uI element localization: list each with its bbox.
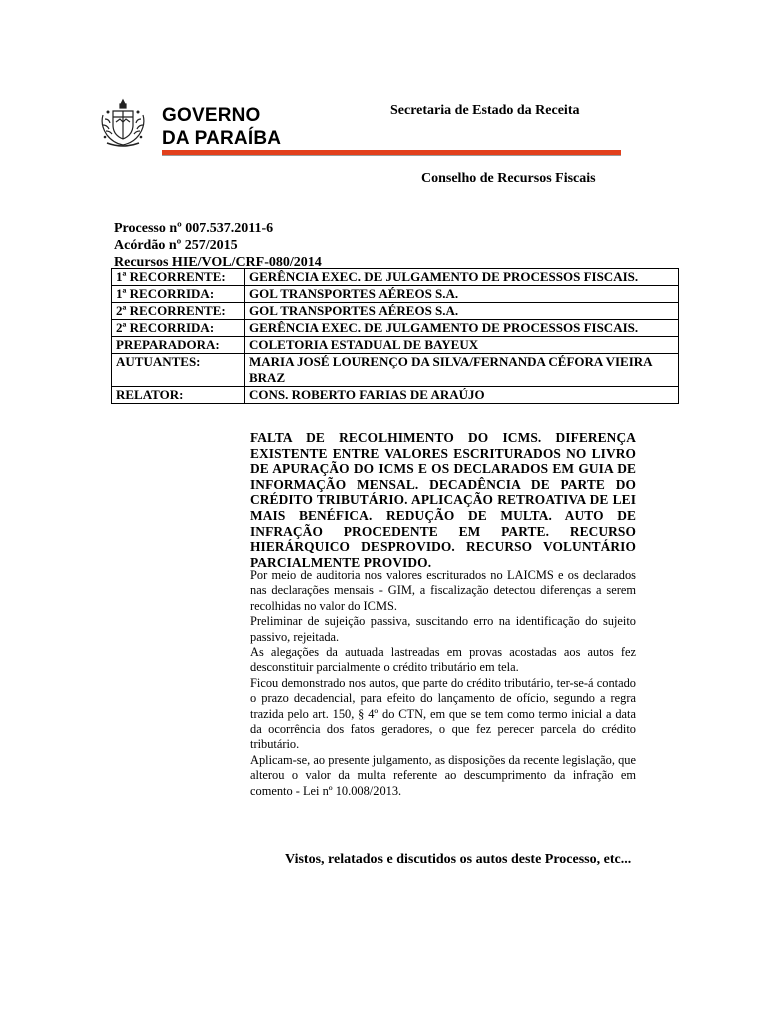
paragraph: Aplicam-se, ao presente julgamento, as disposições da recente legislação, que alterou o valor da multa referente ao descumprimento da infração em comento - Lei nº 10.008/2013. [250, 752, 636, 798]
closing-statement: Vistos, relatados e discutidos os autos deste Processo, etc... [285, 852, 632, 867]
gov-line-2: DA PARAÍBA [162, 128, 282, 149]
paragraph: Por meio de auditoria nos valores escriturados no LAICMS e os declarados nas declarações mensais - GIM, a fiscalização detectou diferenças a serem recolhidas no valor do ICMS. [250, 568, 636, 613]
table-row [112, 303, 679, 320]
party-name: GOL TRANSPORTES AÉREOS S.A. [245, 286, 679, 303]
table-row [112, 337, 679, 354]
table-row [112, 269, 679, 286]
party-name: COLETORIA ESTADUAL DE BAYEUX [245, 337, 679, 354]
party-name: MARIA JOSÉ LOURENÇO DA SILVA/FERNANDA CÉFORA VIEIRA BRAZ [245, 354, 679, 387]
party-role: 1ª RECORRENTE: [112, 269, 245, 286]
department-name: Secretaria de Estado da Receita [390, 103, 580, 118]
paragraph: Preliminar de sujeição passiva, suscitando erro na identificação do sujeito passivo, rejeitada. [250, 614, 636, 644]
table-row [112, 286, 679, 303]
party-name: CONS. ROBERTO FARIAS DE ARAÚJO [245, 387, 679, 404]
table-row [112, 320, 679, 337]
party-role: 2ª RECORRIDA: [112, 320, 245, 337]
header-shadow-rule [162, 155, 621, 156]
party-name: GOL TRANSPORTES AÉREOS S.A. [245, 303, 679, 320]
paragraph: As alegações da autuada lastreadas em provas acostadas aos autos fez desconstituir parcialmente o crédito tributário em tela. [250, 645, 636, 675]
process-number: Processo nº 007.537.2011-6 [114, 221, 274, 236]
party-name: GERÊNCIA EXEC. DE JULGAMENTO DE PROCESSOS FISCAIS. [245, 320, 679, 337]
government-name [162, 104, 281, 150]
table-row [112, 354, 679, 387]
council-name: Conselho de Recursos Fiscais [421, 171, 596, 186]
party-name: GERÊNCIA EXEC. DE JULGAMENTO DE PROCESSOS FISCAIS. [245, 269, 679, 286]
paragraph: Ficou demonstrado nos autos, que parte do crédito tributário, ter-se-á contado o prazo decadencial, para efeito do lançamento de ofício, segundo a regra trazida pelo art. 150, § 4º do CTN, em que se tem como termo inicial a data da ocorrência dos fatos geradores, o que fez perecer parcela do crédito tributário. [250, 675, 636, 752]
appeal-numbers: Recursos HIE/VOL/CRF-080/2014 [114, 255, 322, 270]
ruling-paragraphs [250, 568, 636, 799]
ruling-summary: FALTA DE RECOLHIMENTO DO ICMS. DIFERENÇA EXISTENTE ENTRE VALORES ESCRITURADOS NO LIVRO DE APURAÇÃO DO ICMS E OS DECLARADOS EM GUIA DE INFORMAÇÃO MENSAL. DECADÊNCIA DE PARTE DO CRÉDITO TRIBUTÁRIO. APLICAÇÃO RETROATIVA DE LEI MAIS BENÉFICA. REDUÇÃO DE MULTA. AUTO DE INFRAÇÃO PROCEDENTE EM PARTE. RECURSO HIERÁRQUICO DESPROVIDO. RECURSO VOLUNTÁRIO PARCIALMENTE PROVIDO. [250, 430, 636, 570]
gov-line-1: GOVERNO [162, 105, 261, 126]
party-role: AUTUANTES: [112, 354, 245, 387]
party-role: 2ª RECORRENTE: [112, 303, 245, 320]
party-role: 1ª RECORRIDA: [112, 286, 245, 303]
table-row [112, 387, 679, 404]
party-role: PREPARADORA: [112, 337, 245, 354]
party-role: RELATOR: [112, 387, 245, 404]
coat-of-arms-icon [97, 97, 149, 149]
ruling-number: Acórdão nº 257/2015 [114, 238, 238, 253]
parties-table [111, 268, 679, 404]
process-info [114, 220, 322, 271]
